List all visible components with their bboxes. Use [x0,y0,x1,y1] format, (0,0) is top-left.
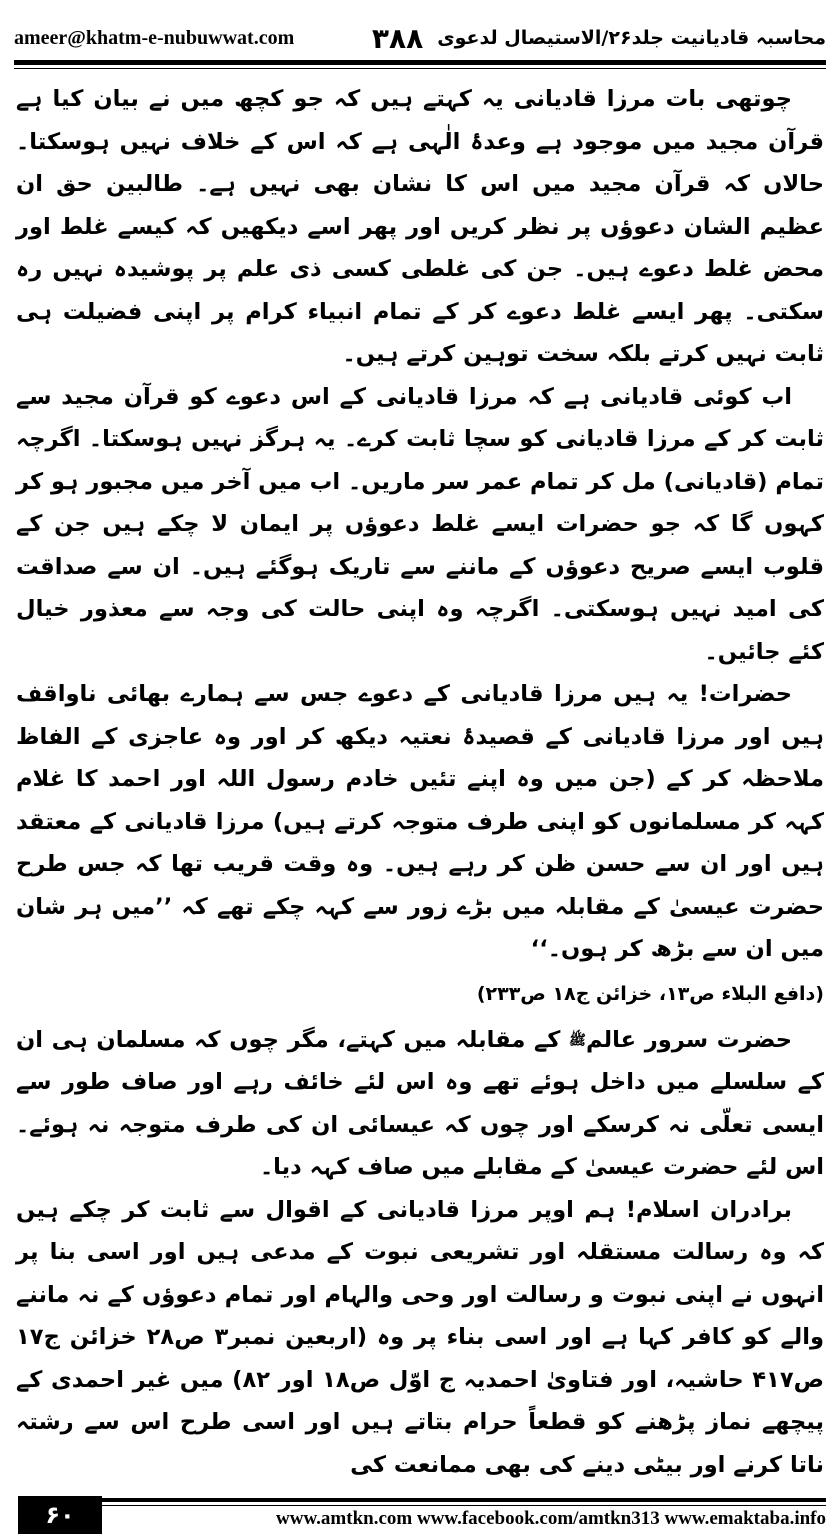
footer-urls: www.amtkn.com www.facebook.com/amtkn313 www.emaktaba.info [276,1508,826,1529]
header-page-number: ۳۸۸ [371,21,424,55]
paragraph-2: اب کوئی قادیانی ہے کہ مرزا قادیانی کے اس دعوے کو قرآن مجید سے ثابت کر کے مرزا قادیانی کو سچا ثابت کرے۔ یہ ہرگز نہیں ہوسکتا۔ اگرچہ تمام (قادیانی) مل کر تمام عمر سر ماریں۔ اب میں آخر میں مجبور ہو کر کہوں گا کہ جو حضرات ایسے غلط دعوؤں پر ایمان لا چکے ہیں جن کے قلوب ایسے صریح دعوؤں کے ماننے سے تاریک ہوگئے ہیں۔ ان سے صداقت کی امید نہیں ہوسکتی۔ اگرچہ وہ اپنی حالت کی وجہ سے معذور خیال کئے جائیں۔ [16,383,824,665]
paragraph-4-rest: کے مقابلہ میں کہتے، مگر چوں کہ مسلمان ہی ان کے سلسلے میں داخل ہوئے تھے وہ اس لئے خائف رہے اور صاف طور سے ایسی تعلّی نہ کرسکے اور چوں کہ عیسائی ان کی طرف متوجہ نہ ہوئے۔ اس لئے حضرت عیسیٰ کے مقابلے میں صاف کہہ دیا۔ [16,1026,824,1181]
page-body [16,78,824,1490]
footer-rule-thin [102,1505,826,1506]
paragraph-4 [16,1019,824,1189]
header-rule-thick [14,60,826,65]
page-footer [14,1496,826,1536]
header-book-title: محاسبہ قادیانیت جلد۲۶/الاستیصال لدعوی [437,27,826,49]
header-rule-thin [14,68,826,69]
header-email: ameer@khatm-e-nubuwwat.com [14,26,295,49]
paragraph-4-start: حضرت سرور عالم [585,1026,792,1053]
paragraph-3: حضرات! یہ ہیں مرزا قادیانی کے دعوے جس سے ہمارے بھائی ناواقف ہیں اور مرزا قادیانی کے قصیدۂ نعتیہ دیکھ کر اور وہ عاجزی کے الفاظ ملاحظہ کر کے (جن میں وہ اپنے تئیں خادم رسول اللہ اور احمد کا غلام کہہ کر مسلمانوں کو اپنی طرف متوجہ کرتے ہیں) مرزا قادیانی کے معتقد ہیں اور ان سے حسن ظن کر رہے ہیں۔ وہ وقت قریب تھا کہ جس طرح حضرت عیسیٰ کے مقابلہ میں بڑے زور سے کہہ چکے تھے کہ ’’میں ہر شان میں ان سے بڑھ کر ہوں۔‘‘ [16,681,824,962]
paragraph-1: چوتھی بات مرزا قادیانی یہ کہتے ہیں کہ جو کچھ میں نے بیان کیا ہے قرآن مجید میں موجود ہے وعدۂ الٰہی ہے کہ اس کے خلاف نہیں ہوسکتا۔ حالاں کہ قرآن مجید میں اس کا نشان بھی نہیں ہے۔ طالبین حق ان عظیم الشان دعوؤں پر نظر کریں اور پھر اسے دیکھیں کہ کیسے غلط اور محض غلط دعوے ہیں۔ جن کی غلطی کسی ذی علم پر پوشیدہ نہیں رہ سکتی۔ پھر ایسے غلط دعوے کر کے تمام انبیاء کرام پر اپنی فضیلت ہی ثابت نہیں کرتے بلکہ سخت توہین کرتے ہیں۔ [16,86,824,367]
reference-citation: (دافع البلاء ص۱۳، خزائن ج۱۸ ص۲۳۳) [476,982,824,1005]
footer-page-box: ۶۰ [18,1496,102,1534]
footer-rule-thick [102,1498,826,1502]
header-title-group [372,22,826,55]
salutation-symbol-icon: ﷺ [569,1031,586,1048]
paragraph-5: برادران اسلام! ہم اوپر مرزا قادیانی کے اقوال سے ثابت کر چکے ہیں کہ وہ رسالت مستقلہ اور تشریعی نبوت کے مدعی ہیں اور اسی بنا پر انہوں نے اپنی نبوت و رسالت اور وحی والہام اور تمام دعوؤں کے نہ ماننے والے کو کافر کہا ہے اور اسی بناء پر وہ (اربعین نمبر۳ ص۲۸ خزائن ج۱۷ ص۴۱۷ حاشیہ، اور فتاویٰ احمدیہ ج اوّل ص۱۸ اور ۸۲) میں غیر احمدی کے پیچھے نماز پڑھنے کو قطعاً حرام بتاتے ہیں اور اسی طرح اس سے رشتہ ناتا کرنے اور بیٹی دینے کی بھی ممانعت کی [16,1196,825,1478]
page-header [14,20,826,56]
